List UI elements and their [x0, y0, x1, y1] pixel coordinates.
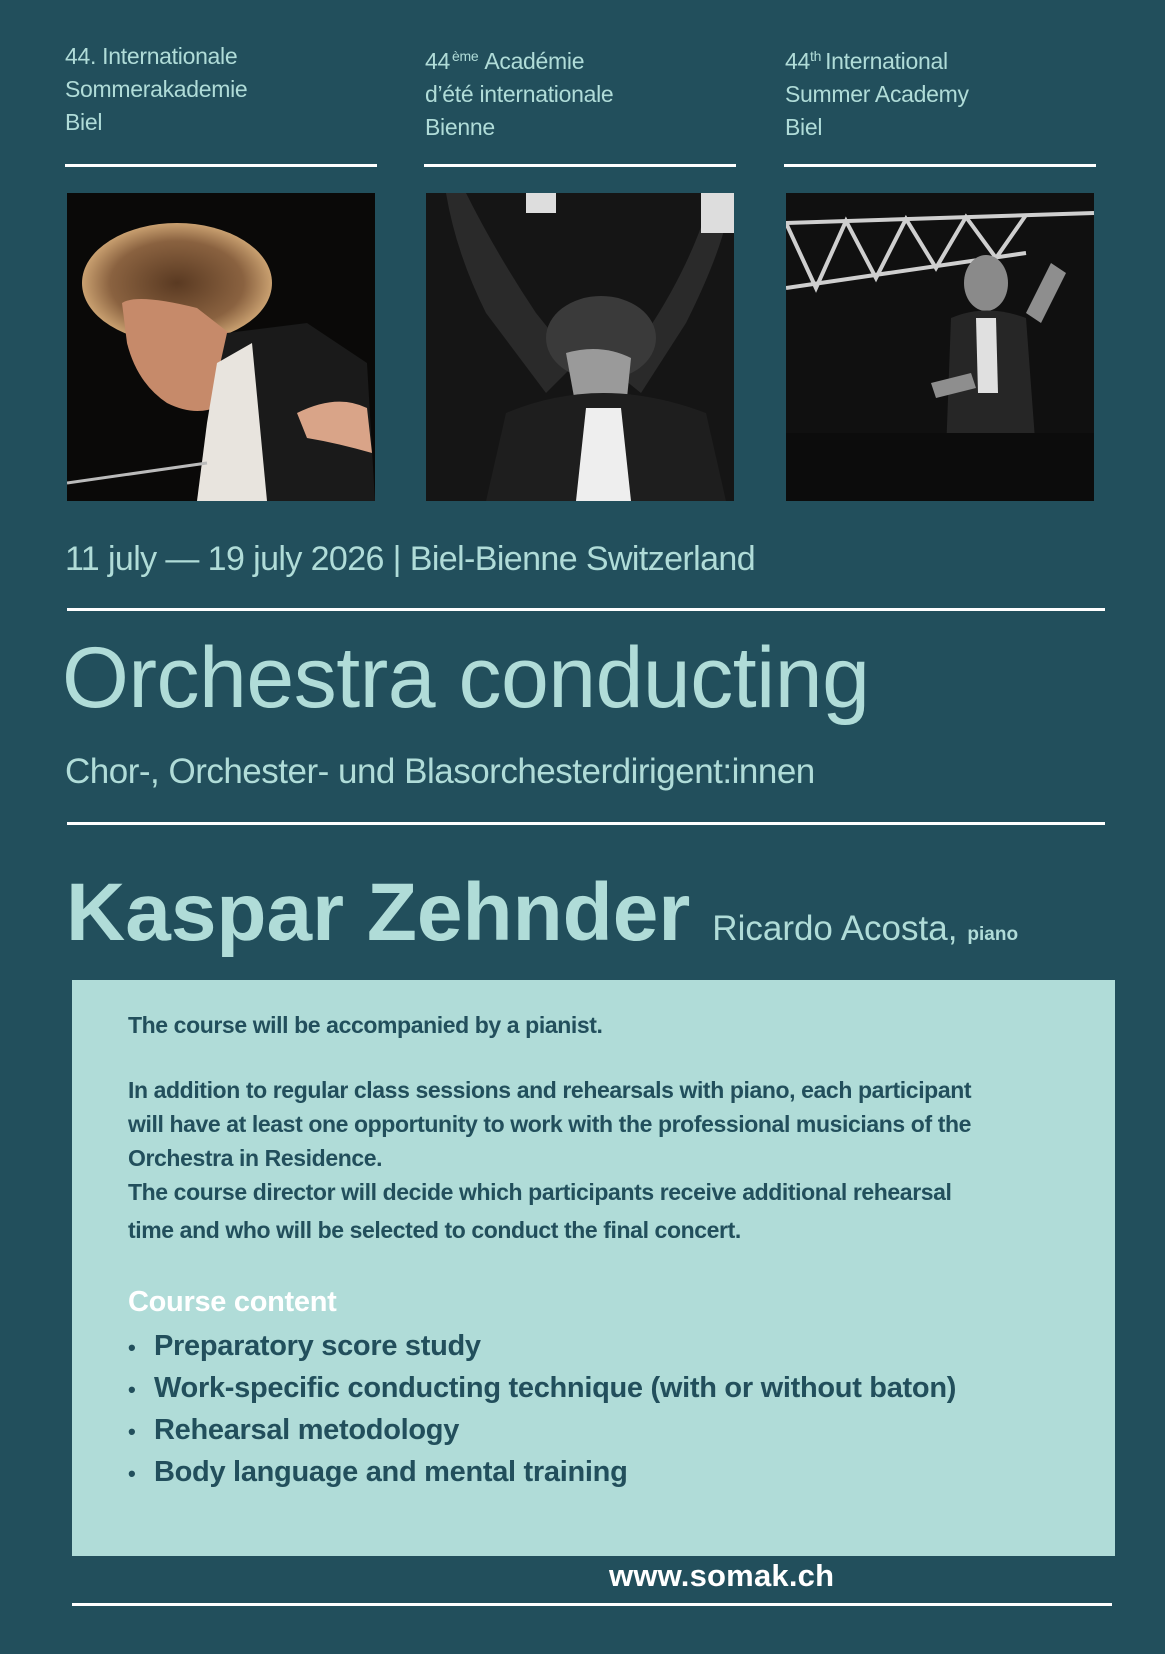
rule-under-subtitle	[67, 822, 1105, 825]
header-rule-french	[424, 164, 736, 167]
header-line2: Summer Academy	[785, 81, 969, 107]
header-line3: Bienne	[425, 114, 495, 140]
header-line1: International	[825, 48, 948, 74]
rule-under-dateline	[67, 608, 1105, 611]
header-ordinal-suffix: ème	[451, 48, 479, 64]
faculty-line	[66, 868, 1018, 958]
course-title: Orchestra conducting	[62, 630, 870, 726]
bullet-icon: •	[128, 1335, 136, 1360]
footer-rule	[72, 1603, 1112, 1606]
list-item-label: Rehearsal metodology	[154, 1414, 460, 1446]
header-ordinal: 44	[425, 48, 450, 74]
course-content-heading: Course content	[128, 1286, 337, 1318]
header-german	[65, 40, 377, 139]
header-french	[425, 40, 737, 144]
header-ordinal: 44.	[65, 43, 97, 69]
conductor-stage-image	[786, 193, 1094, 501]
info-box	[72, 980, 1115, 1556]
header-line3: Biel	[785, 114, 823, 140]
list-item	[128, 1326, 956, 1368]
teacher-name: Kaspar Zehnder	[66, 867, 691, 958]
header-ordinal-suffix: th	[809, 48, 822, 64]
header-line1: Académie	[484, 48, 585, 74]
conductor-arms-raised-image	[426, 193, 734, 501]
photo-conductor-stage	[786, 193, 1094, 501]
info-line: time and who will be selected to conduct the final concert.	[128, 1217, 741, 1243]
list-item	[128, 1410, 956, 1452]
header-line1: Internationale	[102, 43, 238, 69]
list-item-label: Preparatory score study	[154, 1330, 481, 1362]
photo-conductor-arms-raised	[426, 193, 734, 501]
pianist-role: piano	[967, 924, 1019, 945]
list-item-label: Work-specific conducting technique (with or without baton)	[154, 1372, 957, 1404]
pianist-name: Ricardo Acosta,	[712, 909, 958, 948]
info-line: Orchestra in Residence.	[128, 1145, 383, 1171]
header-line2: Sommerakademie	[65, 76, 248, 102]
website-link[interactable]: www.somak.ch	[609, 1558, 835, 1593]
bullet-icon: •	[128, 1419, 136, 1444]
header-ordinal: 44	[785, 48, 810, 74]
info-line: The course director will decide which participants receive additional rehearsal	[128, 1179, 952, 1205]
header-line2: d’été internationale	[425, 81, 614, 107]
info-line: In addition to regular class sessions and rehearsals with piano, each participant	[128, 1077, 972, 1103]
header-rule-german	[65, 164, 377, 167]
info-paragraph-pianist: The course will be accompanied by a pianist.	[128, 1012, 603, 1038]
list-item	[128, 1452, 956, 1494]
header-rule-english	[784, 164, 1096, 167]
photo-conductor-profile	[67, 193, 375, 501]
course-subtitle: Chor-, Orchester- und Blasorchesterdirigent:innen	[65, 752, 815, 791]
info-paragraph-details	[128, 1073, 1088, 1247]
header-english	[785, 40, 1097, 144]
bullet-icon: •	[128, 1461, 136, 1486]
header-line3: Biel	[65, 109, 103, 135]
bullet-icon: •	[128, 1377, 136, 1402]
list-item	[128, 1368, 956, 1410]
list-item-label: Body language and mental training	[154, 1456, 628, 1488]
course-content-list	[128, 1326, 956, 1494]
conductor-profile-image	[67, 193, 375, 501]
event-dateline: 11 july — 19 july 2026 | Biel-Bienne Switzerland	[65, 540, 756, 578]
info-line: will have at least one opportunity to work with the professional musicians of the	[128, 1111, 972, 1137]
